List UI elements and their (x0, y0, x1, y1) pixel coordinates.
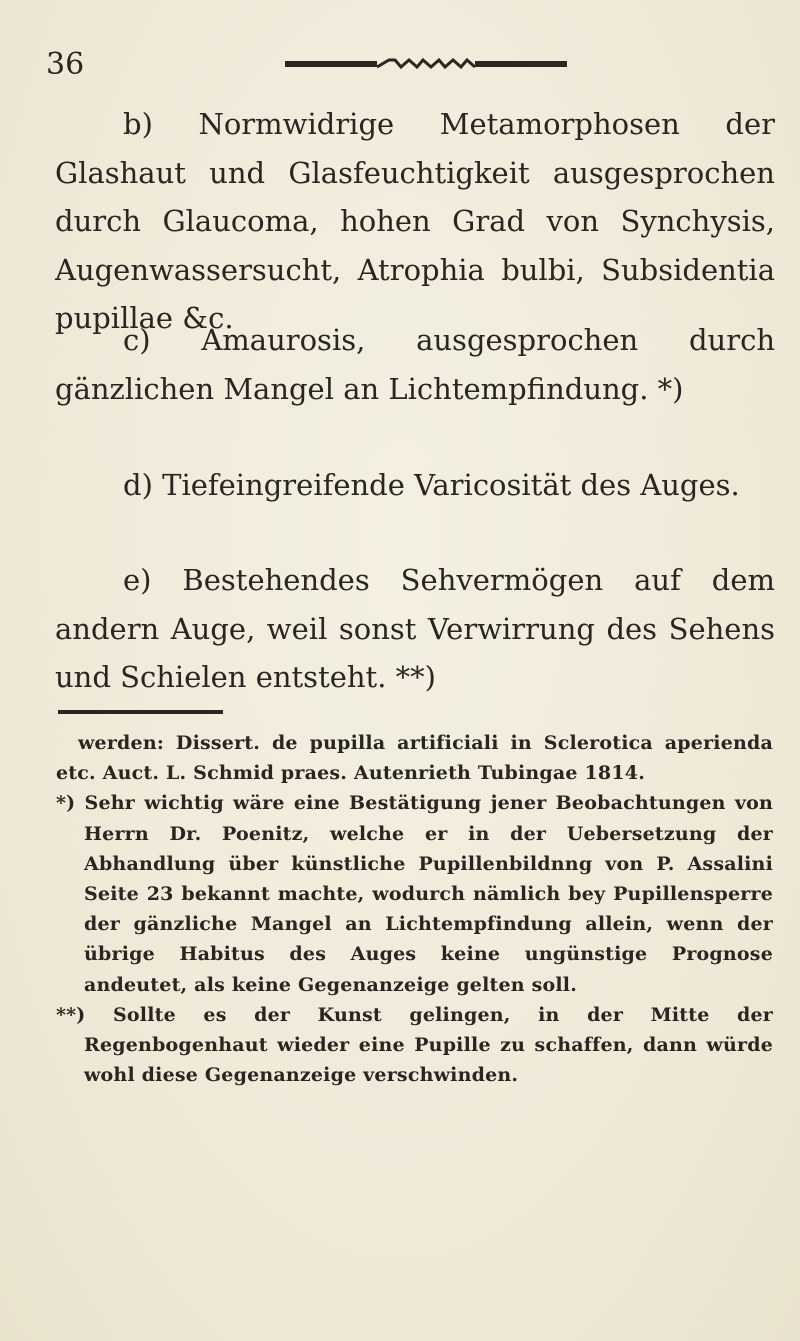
item-c-paragraph: c) Amaurosis, ausgesprochen durch gänzlichen Mangel an Lichtempfindung. *) (55, 323, 775, 406)
item-b-paragraph: b) Normwidrige Metamorphosen der Glashaut und Glasfeuchtigkeit ausgesprochen durch Glaucoma, hohen Grad von Synchysis, Augenwassersucht, Atrophia bulbi, Subsidentia pupillae &c. (55, 107, 775, 335)
footnote-star-1-marker: *) (56, 792, 76, 815)
footnote-star-2 (48, 1000, 773, 1091)
page-number: 36 (46, 47, 85, 82)
footnote-star-1 (48, 788, 773, 999)
header-ornament (285, 58, 567, 72)
footnote-rule (58, 710, 223, 714)
footnote-star-2-marker: **) (56, 1003, 86, 1026)
item-e-paragraph: e) Bestehendes Sehvermögen auf dem andern Auge, weil sonst Verwirrung des Sehens und Schielen entsteht. **) (55, 563, 775, 694)
footnote-star-2-text: Sollte es der Kunst gelingen, in der Mitte der Regenbogenhaut wieder eine Pupille zu schaffen, dann würde wohl diese Gegenanzeige verschwinden. (84, 1003, 773, 1087)
footnote-star-1-text: Sehr wichtig wäre eine Bestätigung jener Beobachtungen von Herrn Dr. Poenitz, welche er in der Uebersetzung der Abhandlung über künstliche Pupillenbildnng von P. Assalini Seite 23 bekannt machte, wodurch nämlich bey Pupillensperre der gänzliche Mangel an Lichtempfindung allein, wenn der übrige Habitus des Auges keine ungünstige Prognose andeutet, als keine Gegenanzeige gelten soll. (84, 792, 773, 996)
footnotes (48, 728, 773, 1090)
footnote-continuation: werden: Dissert. de pupilla artificiali in Sclerotica aperienda etc. Auct. L. Schmid praes. Autenrieth Tubingae 1814. (56, 732, 773, 785)
item-d-paragraph: d) Tiefeingreifende Varicosität des Auges. (123, 468, 740, 502)
